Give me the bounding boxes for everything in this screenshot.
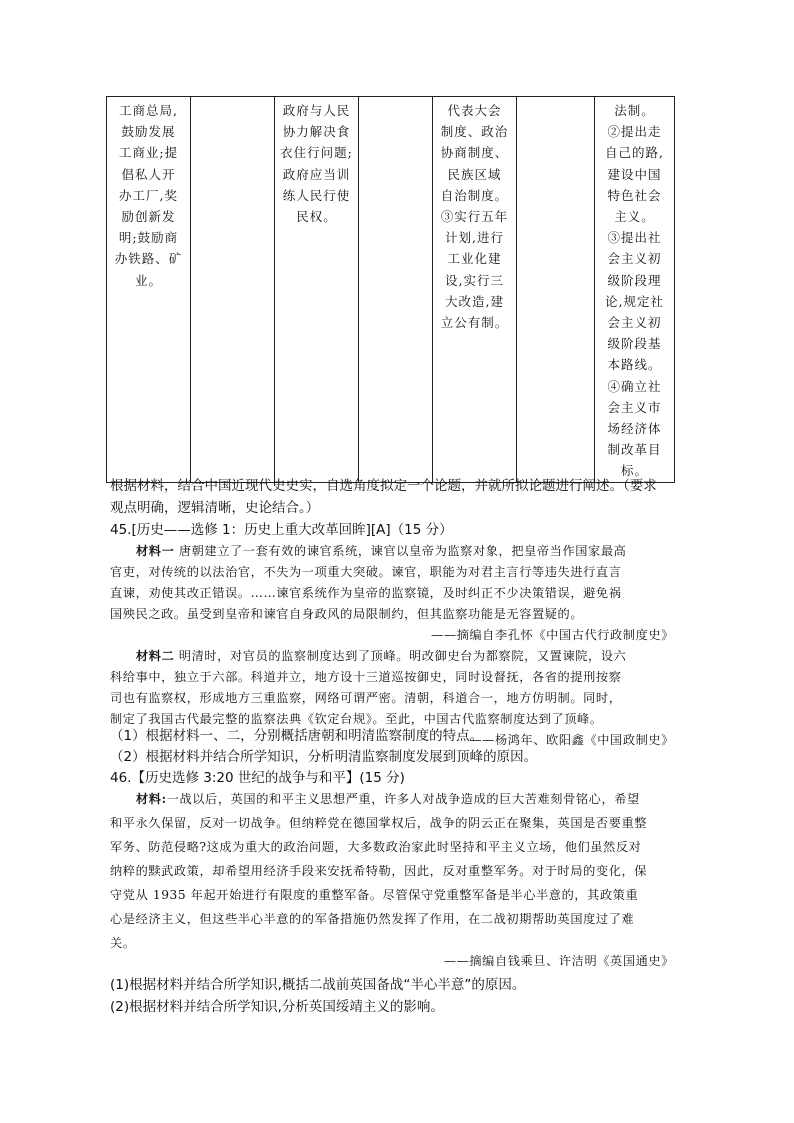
table-cell-line: 自己的路, [605, 145, 664, 161]
table-cell-line: 制度、政治 [440, 124, 509, 140]
table-cell-col1 [107, 97, 191, 483]
table-cell-line: 场经济体 [607, 421, 662, 437]
table-cell-line: 标。 [620, 463, 648, 479]
q46-material-line: 军务、防范侵略?这成为重大的政治问题，大多数政治家此时坚持和平主义立场，他们虽然反对 [110, 840, 642, 854]
table-cell-col7 [595, 97, 675, 483]
table-cell-line: 倡私人开 [121, 166, 176, 182]
table-cell-line: 代表大会 [447, 103, 502, 118]
q46-material-line: 材料:一战以后，英国的和平主义思想严重，许多人对战争造成的巨大苦难刻骨铭心，希望 [136, 792, 640, 806]
table-cell-line: 制改革目 [607, 442, 662, 458]
table-cell-line: 办工厂,奖 [119, 187, 178, 203]
table-cell-line: 自治制度。 [440, 187, 509, 203]
table-cell-line: 练人民行使 [282, 187, 351, 203]
q45-material-2-line: 制定了我国古代最完整的监察法典《钦定台规》。至此，中国古代监察制度达到了顶峰。 [110, 712, 603, 726]
table-cell-line: 特色社会 [607, 187, 662, 203]
table-cell-line: 民权。 [296, 209, 337, 225]
table-cell-col4 [359, 97, 433, 483]
table-cell-line: 大改造,建 [445, 293, 504, 309]
q46-material-line: 和平永久保留，反对一切战争。但纳粹党在德国掌权后，战争的阴云正在聚集，英国是否要重整 [110, 816, 648, 830]
table-cell-line: 本路线。 [607, 357, 662, 373]
table-cell-line: 协商制度、 [440, 145, 509, 161]
table-cell-line: 明;鼓励商 [118, 230, 179, 246]
q46-question-1: (1)根据材料并结合所学知识,概括二战前英国备战“半心半意”的原因。 [110, 977, 526, 993]
comparison-table [106, 96, 675, 483]
table-cell-line: 级阶段理 [607, 272, 662, 288]
table-cell-line: 鼓励发展 [121, 124, 176, 140]
table-cell-line: 励创新发 [121, 209, 176, 225]
table-cell-line: 协力解决食 [282, 124, 351, 140]
table-cell-line: 论,规定社 [605, 293, 664, 309]
q45-material-2-line: 司也有监察权，形成地方三重监察，网络可谓严密。清朝，科道合一，地方仿明制。同时， [110, 691, 622, 705]
table-cell-line: 工商总局, [119, 103, 178, 118]
q45-material-1-line: 直谏，劝使其改正错误。……谏官系统作为皇帝的监察镜，及时纠正不少决策错误，避免祸 [110, 586, 622, 600]
table-cell-line: 级阶段基 [607, 336, 662, 352]
q45-material-2-line: 材料二 明清时，对官员的监察制度达到了顶峰。明改御史台为都察院，又置谏院，设六 [136, 649, 627, 663]
q44-prompt-line-2: 观点明确，逻辑清晰，史论结合。） [110, 500, 320, 516]
table-cell-line: 立公有制。 [440, 315, 509, 331]
q46-material-line: 守党从 1935 年起开始进行有限度的重整军备。尽管保守党重整军备是半心半意的，其政策重 [110, 888, 639, 902]
q45-material-1-line: 材料一 唐朝建立了一套有效的谏官系统，谏官以皇帝为监察对象，把皇帝当作国家最高 [136, 544, 627, 558]
table-cell-line: 会主义初 [607, 251, 662, 267]
q45-heading: 45.[历史——选修 1：历史上重大改革回眸][A]（15 分） [110, 522, 453, 538]
table-cell-line: 业。 [134, 272, 162, 288]
q46-material-label: 材料: [136, 792, 167, 806]
q45-material-1-source: ——摘编自李孔怀《中国古代行政制度史》 [431, 628, 674, 642]
table-cell-line: 工业化建 [447, 251, 502, 267]
q45-material-1-line: 国殃民之政。虽受到皇帝和谏官自身政风的局限制约，但其监察功能是无容置疑的。 [110, 607, 584, 621]
table-cell-line: 政府与人民 [282, 103, 351, 118]
q46-material-line: 纳粹的黩武政策，却希望用经济手段来安抚希特勒，因此，反对重整军务。对于时局的变化，保 [110, 864, 648, 878]
table-cell-line: ③实行五年 [440, 209, 509, 225]
q45-question-1: （1）根据材料一、二，分别概括唐朝和明清监察制度的特点。 [110, 728, 484, 744]
table-cell-line: 主义。 [614, 209, 655, 225]
table-cell-line: 设,实行三 [445, 272, 504, 288]
table-cell-line: 民族区域 [447, 166, 502, 182]
table-cell-col5 [433, 97, 517, 483]
q45-question-2: （2）根据材料并结合所学知识，分析明清监察制度发展到顶峰的原因。 [110, 749, 538, 765]
q45-material-2-label: 材料二 [136, 649, 175, 663]
table-cell-line: 会主义初 [607, 315, 662, 331]
table-cell-line: 政府应当训 [282, 166, 351, 182]
q45-material-1-line: 官吏，对传统的以法治官，不失为一项重大突破。谏官，职能为对君主言行等违失进行直言 [110, 565, 622, 579]
q44-prompt-line-1: 根据材料，结合中国近现代史史实，自选角度拟定一个论题，并就所拟论题进行阐述。（要求 [110, 478, 657, 494]
q45-material-1-label: 材料一 [136, 544, 175, 558]
q46-material-line: 关。 [110, 936, 136, 950]
q46-heading: 46.【历史选修 3:20 世纪的战争与和平】(15 分) [110, 770, 405, 786]
table-cell-line: ②提出走 [607, 124, 662, 140]
q45-material-2-line: 科给事中，独立于六部。科道并立，地方设十三道巡按御史，同时设督抚，各省的提刑按察 [110, 670, 622, 684]
table-cell-line: 法制。 [614, 103, 655, 118]
q46-material-source: ——摘编自钱乘旦、许洁明《英国通史》 [443, 954, 674, 968]
table-cell-line: 计划,进行 [445, 230, 504, 246]
q46-question-2: (2)根据材料并结合所学知识,分析英国绥靖主义的影响。 [110, 999, 444, 1015]
table-cell-line: ④确立社 [607, 378, 662, 394]
table-cell-col3 [275, 97, 359, 483]
table-cell-col6 [517, 97, 595, 483]
table-cell-line: 办铁路、矿 [114, 251, 183, 267]
table-cell-line: 工商业;提 [118, 145, 179, 161]
q46-material-line: 心是经济主义，但这些半心半意的的军备措施仍然发挥了作用，在二战初期帮助英国度过了难 [110, 912, 635, 926]
table-cell-line: 会主义市 [607, 399, 662, 415]
table-cell-line: 建设中国 [607, 166, 662, 182]
q45-material-2-source: ——杨鸿年、欧阳鑫《中国政制史》 [469, 733, 674, 747]
table-cell-line: 衣住行问题; [280, 145, 353, 161]
table-cell-col2 [191, 97, 275, 483]
table-cell-line: ③提出社 [607, 230, 662, 246]
